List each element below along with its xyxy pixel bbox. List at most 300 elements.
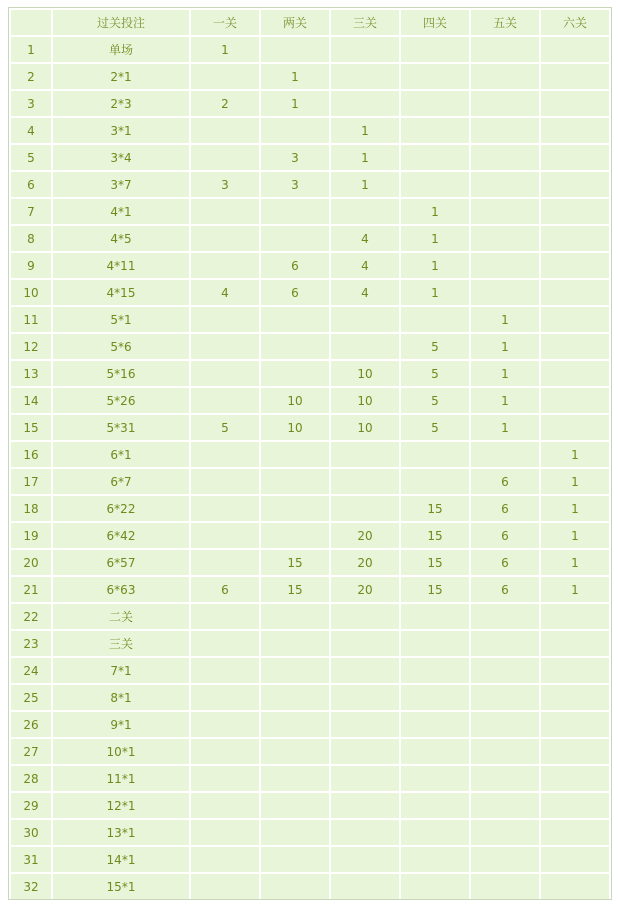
level-3-cell: 10 (331, 388, 399, 413)
row-index-cell: 21 (11, 577, 51, 602)
level-5-cell (471, 658, 539, 683)
level-2-cell: 15 (261, 550, 329, 575)
level-4-cell (401, 793, 469, 818)
level-1-cell (191, 118, 259, 143)
level-6-cell (541, 307, 609, 332)
level-3-cell (331, 496, 399, 521)
level-1-cell (191, 145, 259, 170)
level-1-cell (191, 712, 259, 737)
level-2-cell (261, 847, 329, 872)
row-index-cell: 11 (11, 307, 51, 332)
level-5-cell (471, 91, 539, 116)
bet-type-cell: 7*1 (53, 658, 189, 683)
level-6-cell (541, 793, 609, 818)
row-index-cell: 17 (11, 469, 51, 494)
header-level-1: 一关 (191, 10, 259, 35)
level-1-cell (191, 739, 259, 764)
row-index-cell: 24 (11, 658, 51, 683)
level-6-cell (541, 199, 609, 224)
row-index-cell: 27 (11, 739, 51, 764)
level-3-cell (331, 658, 399, 683)
table-row (11, 172, 609, 197)
level-6-cell: 1 (541, 577, 609, 602)
header-level-6: 六关 (541, 10, 609, 35)
level-3-cell (331, 64, 399, 89)
level-5-cell (471, 631, 539, 656)
level-6-cell: 1 (541, 442, 609, 467)
table-row (11, 199, 609, 224)
level-4-cell (401, 820, 469, 845)
level-1-cell (191, 334, 259, 359)
level-3-cell (331, 793, 399, 818)
level-2-cell (261, 334, 329, 359)
level-1-cell: 6 (191, 577, 259, 602)
level-2-cell (261, 361, 329, 386)
level-6-cell: 1 (541, 496, 609, 521)
level-3-cell: 4 (331, 226, 399, 251)
level-5-cell (471, 442, 539, 467)
level-6-cell (541, 685, 609, 710)
level-5-cell (471, 847, 539, 872)
level-1-cell (191, 253, 259, 278)
table-row (11, 334, 609, 359)
level-6-cell (541, 91, 609, 116)
level-3-cell (331, 334, 399, 359)
level-4-cell (401, 712, 469, 737)
level-1-cell (191, 874, 259, 899)
level-3-cell: 10 (331, 415, 399, 440)
row-index-cell: 31 (11, 847, 51, 872)
bet-type-cell: 6*42 (53, 523, 189, 548)
level-2-cell (261, 685, 329, 710)
level-3-cell (331, 442, 399, 467)
table-row (11, 658, 609, 683)
level-6-cell (541, 118, 609, 143)
level-4-cell: 5 (401, 388, 469, 413)
level-6-cell (541, 631, 609, 656)
level-4-cell (401, 658, 469, 683)
level-5-cell (471, 739, 539, 764)
level-2-cell: 10 (261, 415, 329, 440)
bet-type-cell: 2*3 (53, 91, 189, 116)
level-4-cell (401, 469, 469, 494)
bet-type-cell: 6*22 (53, 496, 189, 521)
level-4-cell (401, 766, 469, 791)
table-row (11, 766, 609, 791)
row-index-cell: 15 (11, 415, 51, 440)
table-row (11, 496, 609, 521)
table-row (11, 685, 609, 710)
level-2-cell (261, 496, 329, 521)
level-4-cell (401, 685, 469, 710)
level-1-cell (191, 64, 259, 89)
row-index-cell: 2 (11, 64, 51, 89)
level-3-cell: 20 (331, 550, 399, 575)
level-1-cell (191, 550, 259, 575)
header-level-3: 三关 (331, 10, 399, 35)
bet-type-cell: 9*1 (53, 712, 189, 737)
bet-type-cell: 5*31 (53, 415, 189, 440)
row-index-cell: 5 (11, 145, 51, 170)
level-4-cell: 15 (401, 577, 469, 602)
level-4-cell: 5 (401, 415, 469, 440)
level-3-cell (331, 847, 399, 872)
bet-type-cell: 5*1 (53, 307, 189, 332)
table-row (11, 631, 609, 656)
bet-type-cell: 3*4 (53, 145, 189, 170)
level-2-cell: 10 (261, 388, 329, 413)
table-body (11, 37, 609, 899)
row-index-cell: 1 (11, 37, 51, 62)
level-5-cell (471, 64, 539, 89)
header-index (11, 10, 51, 35)
level-3-cell: 10 (331, 361, 399, 386)
level-5-cell: 1 (471, 388, 539, 413)
table-row (11, 523, 609, 548)
level-1-cell (191, 226, 259, 251)
level-5-cell: 1 (471, 307, 539, 332)
table-row (11, 604, 609, 629)
level-3-cell (331, 91, 399, 116)
level-3-cell (331, 874, 399, 899)
level-2-cell (261, 631, 329, 656)
level-6-cell (541, 145, 609, 170)
level-5-cell: 1 (471, 415, 539, 440)
level-3-cell (331, 199, 399, 224)
table-row (11, 793, 609, 818)
row-index-cell: 7 (11, 199, 51, 224)
level-6-cell (541, 361, 609, 386)
level-5-cell (471, 118, 539, 143)
level-2-cell (261, 820, 329, 845)
level-6-cell (541, 253, 609, 278)
level-5-cell: 6 (471, 577, 539, 602)
level-5-cell (471, 874, 539, 899)
level-5-cell (471, 199, 539, 224)
row-index-cell: 13 (11, 361, 51, 386)
level-1-cell (191, 631, 259, 656)
level-3-cell (331, 739, 399, 764)
bet-type-cell: 3*7 (53, 172, 189, 197)
table-row (11, 280, 609, 305)
bet-type-cell: 14*1 (53, 847, 189, 872)
level-6-cell (541, 415, 609, 440)
bet-type-cell: 10*1 (53, 739, 189, 764)
row-index-cell: 3 (11, 91, 51, 116)
level-1-cell (191, 523, 259, 548)
bet-type-cell: 6*57 (53, 550, 189, 575)
bet-type-cell: 11*1 (53, 766, 189, 791)
level-4-cell: 1 (401, 280, 469, 305)
level-4-cell (401, 604, 469, 629)
level-2-cell: 3 (261, 172, 329, 197)
level-3-cell (331, 685, 399, 710)
row-index-cell: 14 (11, 388, 51, 413)
level-4-cell (401, 64, 469, 89)
level-2-cell (261, 766, 329, 791)
level-2-cell (261, 469, 329, 494)
level-1-cell (191, 685, 259, 710)
level-6-cell (541, 658, 609, 683)
bet-type-cell: 6*7 (53, 469, 189, 494)
table-row (11, 307, 609, 332)
level-5-cell (471, 280, 539, 305)
level-5-cell (471, 145, 539, 170)
level-1-cell (191, 361, 259, 386)
level-3-cell (331, 631, 399, 656)
table-row (11, 577, 609, 602)
level-1-cell (191, 793, 259, 818)
bet-type-cell: 三关 (53, 631, 189, 656)
level-5-cell (471, 820, 539, 845)
level-6-cell (541, 847, 609, 872)
level-2-cell: 1 (261, 91, 329, 116)
row-index-cell: 22 (11, 604, 51, 629)
header-bet: 过关投注 (53, 10, 189, 35)
bet-type-cell: 13*1 (53, 820, 189, 845)
level-1-cell (191, 469, 259, 494)
level-6-cell (541, 64, 609, 89)
bet-type-cell: 8*1 (53, 685, 189, 710)
level-2-cell (261, 442, 329, 467)
level-4-cell: 1 (401, 226, 469, 251)
row-index-cell: 16 (11, 442, 51, 467)
level-1-cell (191, 658, 259, 683)
bet-type-cell: 二关 (53, 604, 189, 629)
level-6-cell (541, 280, 609, 305)
level-4-cell (401, 172, 469, 197)
row-index-cell: 18 (11, 496, 51, 521)
level-6-cell: 1 (541, 523, 609, 548)
level-4-cell: 1 (401, 199, 469, 224)
level-5-cell (471, 685, 539, 710)
level-1-cell (191, 442, 259, 467)
level-6-cell: 1 (541, 550, 609, 575)
level-5-cell (471, 172, 539, 197)
level-2-cell (261, 199, 329, 224)
level-6-cell (541, 766, 609, 791)
row-index-cell: 10 (11, 280, 51, 305)
level-6-cell (541, 226, 609, 251)
bet-type-cell: 5*16 (53, 361, 189, 386)
level-3-cell: 20 (331, 523, 399, 548)
level-4-cell: 5 (401, 361, 469, 386)
level-6-cell (541, 739, 609, 764)
bet-type-cell: 2*1 (53, 64, 189, 89)
level-5-cell (471, 37, 539, 62)
level-3-cell (331, 469, 399, 494)
table-row (11, 712, 609, 737)
table-row (11, 442, 609, 467)
level-4-cell: 1 (401, 253, 469, 278)
level-5-cell: 6 (471, 550, 539, 575)
row-index-cell: 23 (11, 631, 51, 656)
row-index-cell: 12 (11, 334, 51, 359)
bet-type-cell: 6*63 (53, 577, 189, 602)
row-index-cell: 6 (11, 172, 51, 197)
level-1-cell (191, 307, 259, 332)
table-row (11, 37, 609, 62)
level-3-cell (331, 307, 399, 332)
bet-type-cell: 4*1 (53, 199, 189, 224)
level-1-cell: 5 (191, 415, 259, 440)
level-1-cell (191, 199, 259, 224)
table-row (11, 118, 609, 143)
level-5-cell (471, 226, 539, 251)
level-6-cell (541, 37, 609, 62)
level-2-cell: 6 (261, 280, 329, 305)
level-5-cell: 6 (471, 496, 539, 521)
table-row (11, 64, 609, 89)
level-3-cell (331, 604, 399, 629)
level-2-cell: 15 (261, 577, 329, 602)
bet-type-cell: 6*1 (53, 442, 189, 467)
table-row (11, 847, 609, 872)
level-6-cell (541, 820, 609, 845)
bet-type-cell: 15*1 (53, 874, 189, 899)
level-2-cell (261, 118, 329, 143)
level-5-cell: 6 (471, 523, 539, 548)
level-6-cell (541, 172, 609, 197)
level-2-cell (261, 523, 329, 548)
level-6-cell (541, 334, 609, 359)
row-index-cell: 19 (11, 523, 51, 548)
table-row (11, 874, 609, 899)
level-1-cell: 2 (191, 91, 259, 116)
header-level-5: 五关 (471, 10, 539, 35)
row-index-cell: 9 (11, 253, 51, 278)
bet-type-cell: 3*1 (53, 118, 189, 143)
table-row (11, 388, 609, 413)
level-2-cell (261, 658, 329, 683)
level-3-cell (331, 820, 399, 845)
level-4-cell (401, 631, 469, 656)
level-3-cell: 4 (331, 253, 399, 278)
table-row (11, 145, 609, 170)
level-4-cell (401, 307, 469, 332)
bet-type-cell: 5*26 (53, 388, 189, 413)
header-level-2: 两关 (261, 10, 329, 35)
level-1-cell (191, 388, 259, 413)
bet-type-cell: 4*5 (53, 226, 189, 251)
level-1-cell: 4 (191, 280, 259, 305)
level-3-cell (331, 712, 399, 737)
level-5-cell (471, 712, 539, 737)
level-3-cell: 1 (331, 172, 399, 197)
bet-type-cell: 12*1 (53, 793, 189, 818)
level-4-cell (401, 145, 469, 170)
level-4-cell: 15 (401, 523, 469, 548)
bet-type-cell: 5*6 (53, 334, 189, 359)
level-1-cell: 3 (191, 172, 259, 197)
level-5-cell (471, 766, 539, 791)
table-row (11, 550, 609, 575)
level-6-cell (541, 388, 609, 413)
level-4-cell (401, 847, 469, 872)
level-2-cell (261, 37, 329, 62)
level-2-cell: 3 (261, 145, 329, 170)
level-5-cell: 1 (471, 361, 539, 386)
bet-type-cell: 4*15 (53, 280, 189, 305)
level-4-cell (401, 874, 469, 899)
level-4-cell (401, 91, 469, 116)
level-3-cell: 1 (331, 145, 399, 170)
level-6-cell: 1 (541, 469, 609, 494)
level-1-cell (191, 496, 259, 521)
level-5-cell: 6 (471, 469, 539, 494)
level-2-cell (261, 712, 329, 737)
level-4-cell: 5 (401, 334, 469, 359)
level-1-cell (191, 820, 259, 845)
table-row (11, 253, 609, 278)
row-index-cell: 8 (11, 226, 51, 251)
table-row (11, 739, 609, 764)
level-2-cell (261, 793, 329, 818)
bet-type-cell: 4*11 (53, 253, 189, 278)
level-3-cell: 1 (331, 118, 399, 143)
level-1-cell: 1 (191, 37, 259, 62)
level-1-cell (191, 766, 259, 791)
level-1-cell (191, 847, 259, 872)
level-4-cell (401, 739, 469, 764)
level-3-cell: 4 (331, 280, 399, 305)
table-row (11, 226, 609, 251)
level-2-cell (261, 739, 329, 764)
level-3-cell: 20 (331, 577, 399, 602)
row-index-cell: 4 (11, 118, 51, 143)
row-index-cell: 26 (11, 712, 51, 737)
level-6-cell (541, 604, 609, 629)
table-row (11, 820, 609, 845)
parlay-table-container (8, 7, 612, 900)
level-5-cell (471, 793, 539, 818)
table-row (11, 415, 609, 440)
level-5-cell: 1 (471, 334, 539, 359)
level-4-cell (401, 37, 469, 62)
level-1-cell (191, 604, 259, 629)
level-5-cell (471, 604, 539, 629)
table-row (11, 469, 609, 494)
level-4-cell: 15 (401, 550, 469, 575)
table-row (11, 91, 609, 116)
row-index-cell: 29 (11, 793, 51, 818)
row-index-cell: 20 (11, 550, 51, 575)
level-2-cell: 6 (261, 253, 329, 278)
level-2-cell (261, 874, 329, 899)
table-header-row (11, 10, 609, 35)
level-3-cell (331, 766, 399, 791)
level-5-cell (471, 253, 539, 278)
table-row (11, 361, 609, 386)
level-4-cell (401, 118, 469, 143)
level-2-cell (261, 604, 329, 629)
level-2-cell (261, 226, 329, 251)
row-index-cell: 28 (11, 766, 51, 791)
level-6-cell (541, 874, 609, 899)
bet-type-cell: 单场 (53, 37, 189, 62)
level-2-cell (261, 307, 329, 332)
row-index-cell: 30 (11, 820, 51, 845)
row-index-cell: 32 (11, 874, 51, 899)
level-4-cell (401, 442, 469, 467)
level-4-cell: 15 (401, 496, 469, 521)
parlay-table (9, 8, 611, 901)
row-index-cell: 25 (11, 685, 51, 710)
header-level-4: 四关 (401, 10, 469, 35)
level-2-cell: 1 (261, 64, 329, 89)
level-3-cell (331, 37, 399, 62)
level-6-cell (541, 712, 609, 737)
